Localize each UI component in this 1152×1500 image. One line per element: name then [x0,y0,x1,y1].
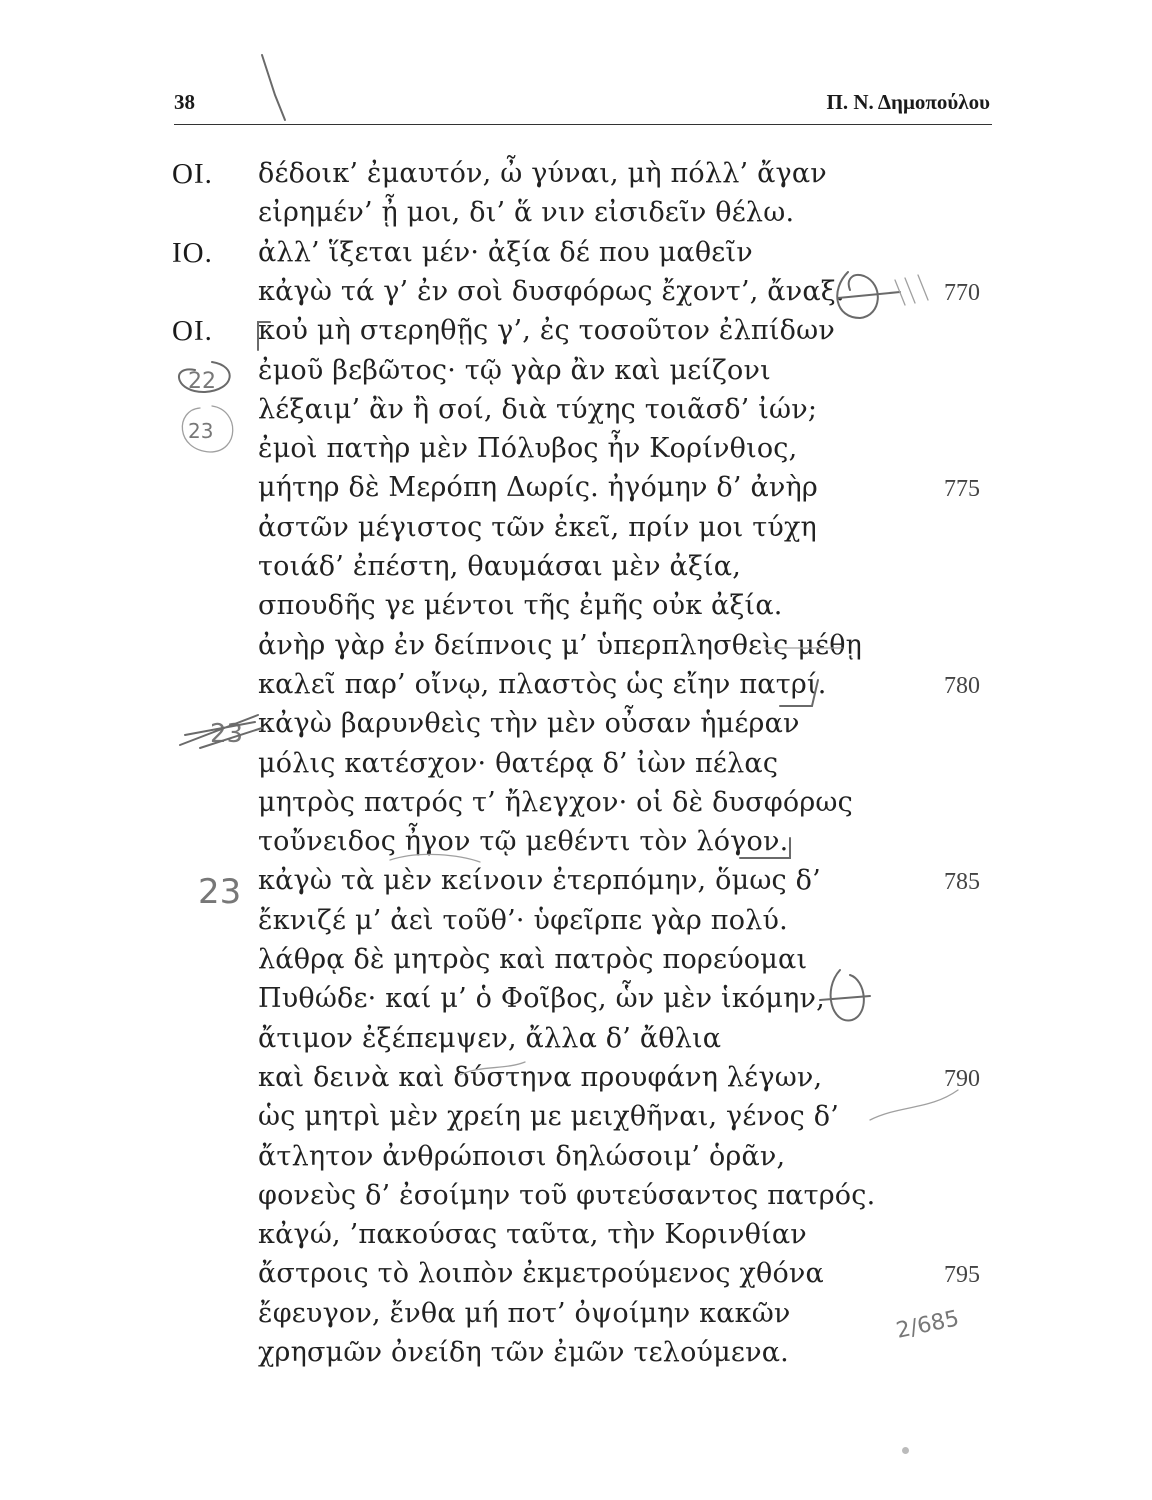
verse-line [0,1141,1152,1181]
verse-line [0,748,1152,788]
page-number: 38 [174,90,195,114]
verse-line [0,1180,1152,1220]
margin-mark-23c: 23 [198,872,242,912]
verse-line [0,472,1152,512]
line-number: 785 [944,869,980,896]
verse-line [0,315,1152,355]
verse-text: χρησμῶν ὀνείδη τῶν ἐμῶν τελούμενα. [258,1337,789,1368]
verse-text: ἐμοὶ πατὴρ μὲν Πόλυβος ἦν Κορίνθιος, [258,433,798,465]
verse-text: τοιάδ’ ἐπέστη, θαυμάσαι μὲν ἀξία, [258,551,742,582]
verse-line [0,394,1152,434]
verse-line [0,1337,1152,1377]
line-number: 790 [944,1065,980,1092]
verse-text: εἰρημέν’ ᾖ μοι, δι’ ἅ νιν εἰσιδεῖν θέλω. [258,197,795,229]
verse-text: σπουδῆς γε μέντοι τῆς ἐμῆς οὐκ ἀξία. [258,590,783,622]
verse-text: λάθρᾳ δὲ μητρὸς καὶ πατρὸς πορεύομαι [258,944,808,975]
verse-line [0,512,1152,552]
verse-line [0,1101,1152,1141]
verse-text: ἐμοῦ βεβῶτος· τῷ γὰρ ἂν καὶ μείζονι [258,354,771,386]
verse-text: ἄτλητον ἀνθρώποισι δηλώσοιμ’ ὁρᾶν, [258,1140,786,1172]
header-rule [174,124,992,125]
verse-text: φονεὺς δ’ ἐσοίμην τοῦ φυτεύσαντος πατρός. [258,1179,876,1211]
verse-line [0,197,1152,237]
margin-mark-23a: 23 [188,419,214,443]
verse-line [0,708,1152,748]
verse-line [0,158,1152,198]
margin-mark-bottom: 2/685 [894,1306,962,1344]
verse-text: κἀγώ, ’πακούσας ταῦτα, τὴν Κορινθίαν [258,1219,807,1251]
verse-line [0,630,1152,670]
page-header [174,86,990,122]
line-number: 795 [944,1262,980,1289]
verse-text: δέδοικ’ ἐμαυτόν, ὦ γύναι, μὴ πόλλ’ ἄγαν [258,158,827,189]
verse-line [0,1298,1152,1338]
verse-text: Πυθώδε· καί μ’ ὁ Φοῖβος, ὧν μὲν ἱκόμην, [258,983,825,1015]
verse-line [0,1219,1152,1259]
verse-line [0,787,1152,827]
verse-line [0,826,1152,866]
verse-text: μόλις κατέσχον· θατέρᾳ δ’ ἰὼν πέλας [258,747,779,779]
speaker-label: ΟΙ. [172,315,213,348]
verse-text: κἀγὼ βαρυνθεὶς τὴν μὲν οὖσαν ἡμέραν [258,708,800,740]
verse-line [0,1258,1152,1298]
margin-mark-23b: 23 [210,719,244,749]
verse-line [0,551,1152,591]
line-number: 770 [944,279,980,306]
verse-line [0,355,1152,395]
verse-text: καλεῖ παρ’ οἴνῳ, πλαστὸς ὡς εἴην πατρί. [258,668,827,700]
verse-line [0,865,1152,905]
verse-text: καὶ δεινὰ καὶ δύστηνα προυφάνη λέγων, [258,1061,823,1093]
verse-line [0,1023,1152,1063]
verse-line [0,433,1152,473]
verse-text: ἀλλ’ ἵξεται μέν· ἀξία δέ που μαθεῖν [258,236,753,268]
verse-line [0,1062,1152,1102]
verse-text: ἄτιμον ἐξέπεμψεν, ἄλλα δ’ ἄθλια [258,1022,722,1054]
verse-line [0,590,1152,630]
verse-text: τοὔνειδος ἦγον τῷ μεθέντι τὸν λόγον. [258,826,789,858]
ink-dot [902,1447,909,1454]
verse-line [0,669,1152,709]
verse-line [0,983,1152,1023]
verse-text: κοὐ μὴ στερηθῇς γ’, ἐς τοσοῦτον ἐλπίδων [258,315,835,347]
margin-mark-22: 22 [188,369,216,394]
verse-text: μήτηρ δὲ Μερόπη Δωρίς. ἠγόμην δ’ ἀνὴρ [258,472,818,504]
speaker-label: ΟΙ. [172,158,213,190]
verse-text: ἀστῶν μέγιστος τῶν ἐκεῖ, πρίν μοι τύχη [258,511,817,543]
verse-text: ὡς μητρὶ μὲν χρείη με μειχθῆναι, γένος δ’ [258,1101,839,1133]
verse-text: λέξαιμ’ ἂν ἢ σοί, διὰ τύχης τοιᾶσδ’ ἰών; [258,393,818,425]
verse-text: ἄστροις τὸ λοιπὸν ἐκμετρούμενος χθόνα [258,1258,824,1290]
verse-line [0,237,1152,277]
verse-line [0,276,1152,316]
verse-text: κἀγὼ τὰ μὲν κείνοιν ἐτερπόμην, ὅμως δ’ [258,865,821,897]
line-number: 780 [944,672,980,699]
verse-line [0,944,1152,984]
verse-text: ἔκνιζέ μ’ ἀεὶ τοῦθ’· ὑφεῖρπε γὰρ πολύ. [258,904,788,936]
verse-text: μητρὸς πατρός τ’ ἤλεγχον· οἱ δὲ δυσφόρως [258,786,853,818]
verse-text: κἀγὼ τά γ’ ἐν σοὶ δυσφόρως ἔχοντ’, ἄναξ. [258,275,845,307]
running-head: Π. Ν. Δημοπούλου [826,90,990,114]
speaker-label: ΙΟ. [172,236,213,269]
verse-text: ἀνὴρ γὰρ ἐν δείπνοις μ’ ὑπερπλησθεὶς μέθῃ [258,629,863,661]
line-number: 775 [944,476,980,503]
verse-line [0,905,1152,945]
verse-text: ἔφευγον, ἔνθα μή ποτ’ ὀψοίμην κακῶν [258,1297,791,1329]
